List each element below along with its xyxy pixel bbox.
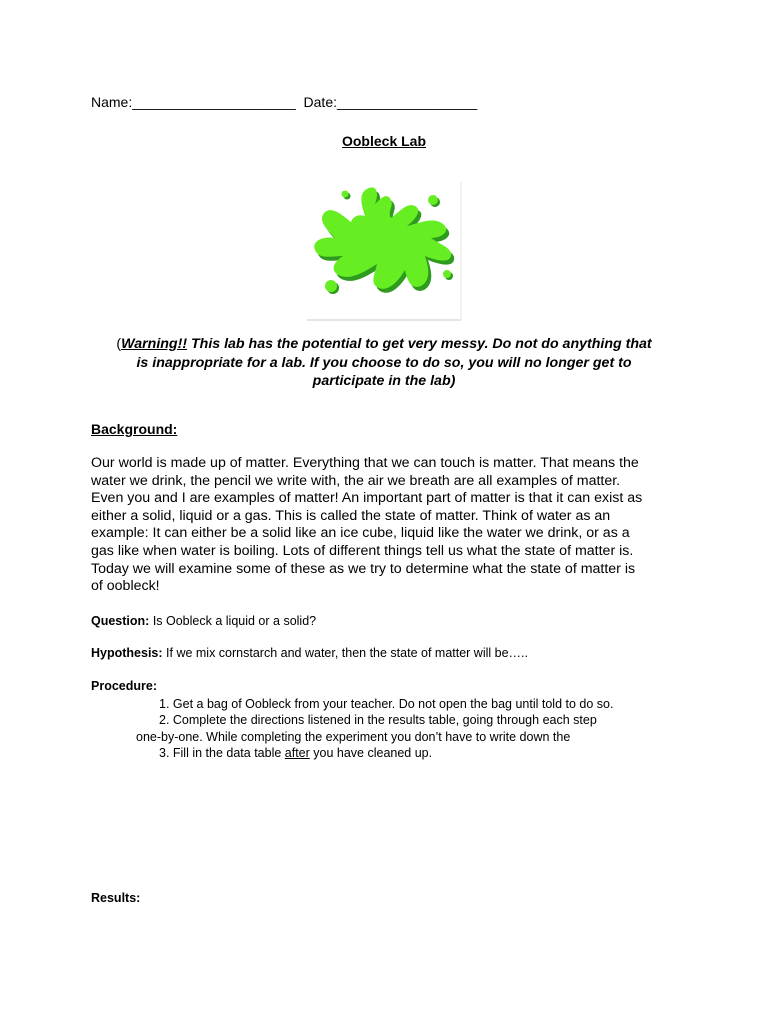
name-blank: _____________________	[132, 94, 296, 110]
background-line: either a solid, liquid or a gas. This is called the state of matter. Think of water as an	[91, 507, 611, 524]
question-text: Is Oobleck a liquid or a solid?	[149, 614, 317, 628]
date-blank: __________________	[337, 94, 478, 110]
warning-line-3: participate in the lab)	[312, 373, 456, 389]
hypothesis-line	[91, 646, 528, 660]
name-label: Name:	[91, 94, 133, 110]
procedure-step-3-start: 3. Fill in the data table	[159, 746, 285, 760]
hypothesis-text: If we mix cornstarch and water, then the state of matter will be…..	[162, 646, 528, 660]
background-line: of oobleck!	[91, 578, 160, 595]
page-title: Oobleck Lab	[341, 133, 427, 149]
procedure-step-1: 1. Get a bag of Oobleck from your teacher. Do not open the bag until told to do so.	[159, 697, 614, 711]
warning-line-1	[90, 335, 678, 354]
procedure-step-2-line-2: one-by-one. While completing the experiment you don’t have to write down the	[136, 729, 571, 744]
hypothesis-label: Hypothesis:	[91, 646, 163, 660]
question-label: Question:	[91, 614, 150, 628]
background-line: water we drink, the pencil we write with, the air we breath are all examples of matter.	[91, 472, 621, 489]
procedure-step-3-end: you have cleaned up.	[309, 746, 433, 760]
question-line	[91, 614, 316, 628]
green-splat-icon	[303, 176, 463, 322]
warning-line-1-rest: This lab has the potential to get very messy. Do not do anything that	[187, 336, 652, 352]
warning-block	[90, 335, 678, 391]
procedure-step-3-emphasis: after	[284, 746, 310, 760]
procedure-step-2	[136, 712, 597, 745]
background-line: gas like when water is boiling. Lots of different things tell us what the state of matter is.	[91, 542, 634, 559]
background-line: Our world is made up of matter. Everything that we can touch is matter. That means the	[91, 455, 639, 471]
warning-line-2: is inappropriate for a lab. If you choose to do so, you will no longer get to	[136, 354, 632, 371]
background-line: example: It can either be a solid like an ice cube, liquid like the water we drink, or as a	[91, 525, 630, 542]
warning-open-paren: (	[116, 336, 122, 352]
background-heading: Background:	[91, 421, 178, 437]
procedure-step-3	[159, 745, 432, 762]
results-heading: Results:	[91, 891, 141, 905]
background-paragraph	[91, 455, 681, 596]
name-date-line	[91, 94, 477, 110]
background-line: Even you and I are examples of matter! An important part of matter is that it can exist as	[91, 490, 643, 507]
background-line: Today we will examine some of these as we try to determine what the state of matter is	[91, 560, 636, 577]
warning-word: Warning!!	[121, 336, 188, 352]
procedure-step-2-line-1: 2. Complete the directions listened in the results table, going through each step	[159, 713, 597, 727]
date-label: Date:	[303, 94, 337, 110]
procedure-heading: Procedure:	[91, 679, 157, 693]
